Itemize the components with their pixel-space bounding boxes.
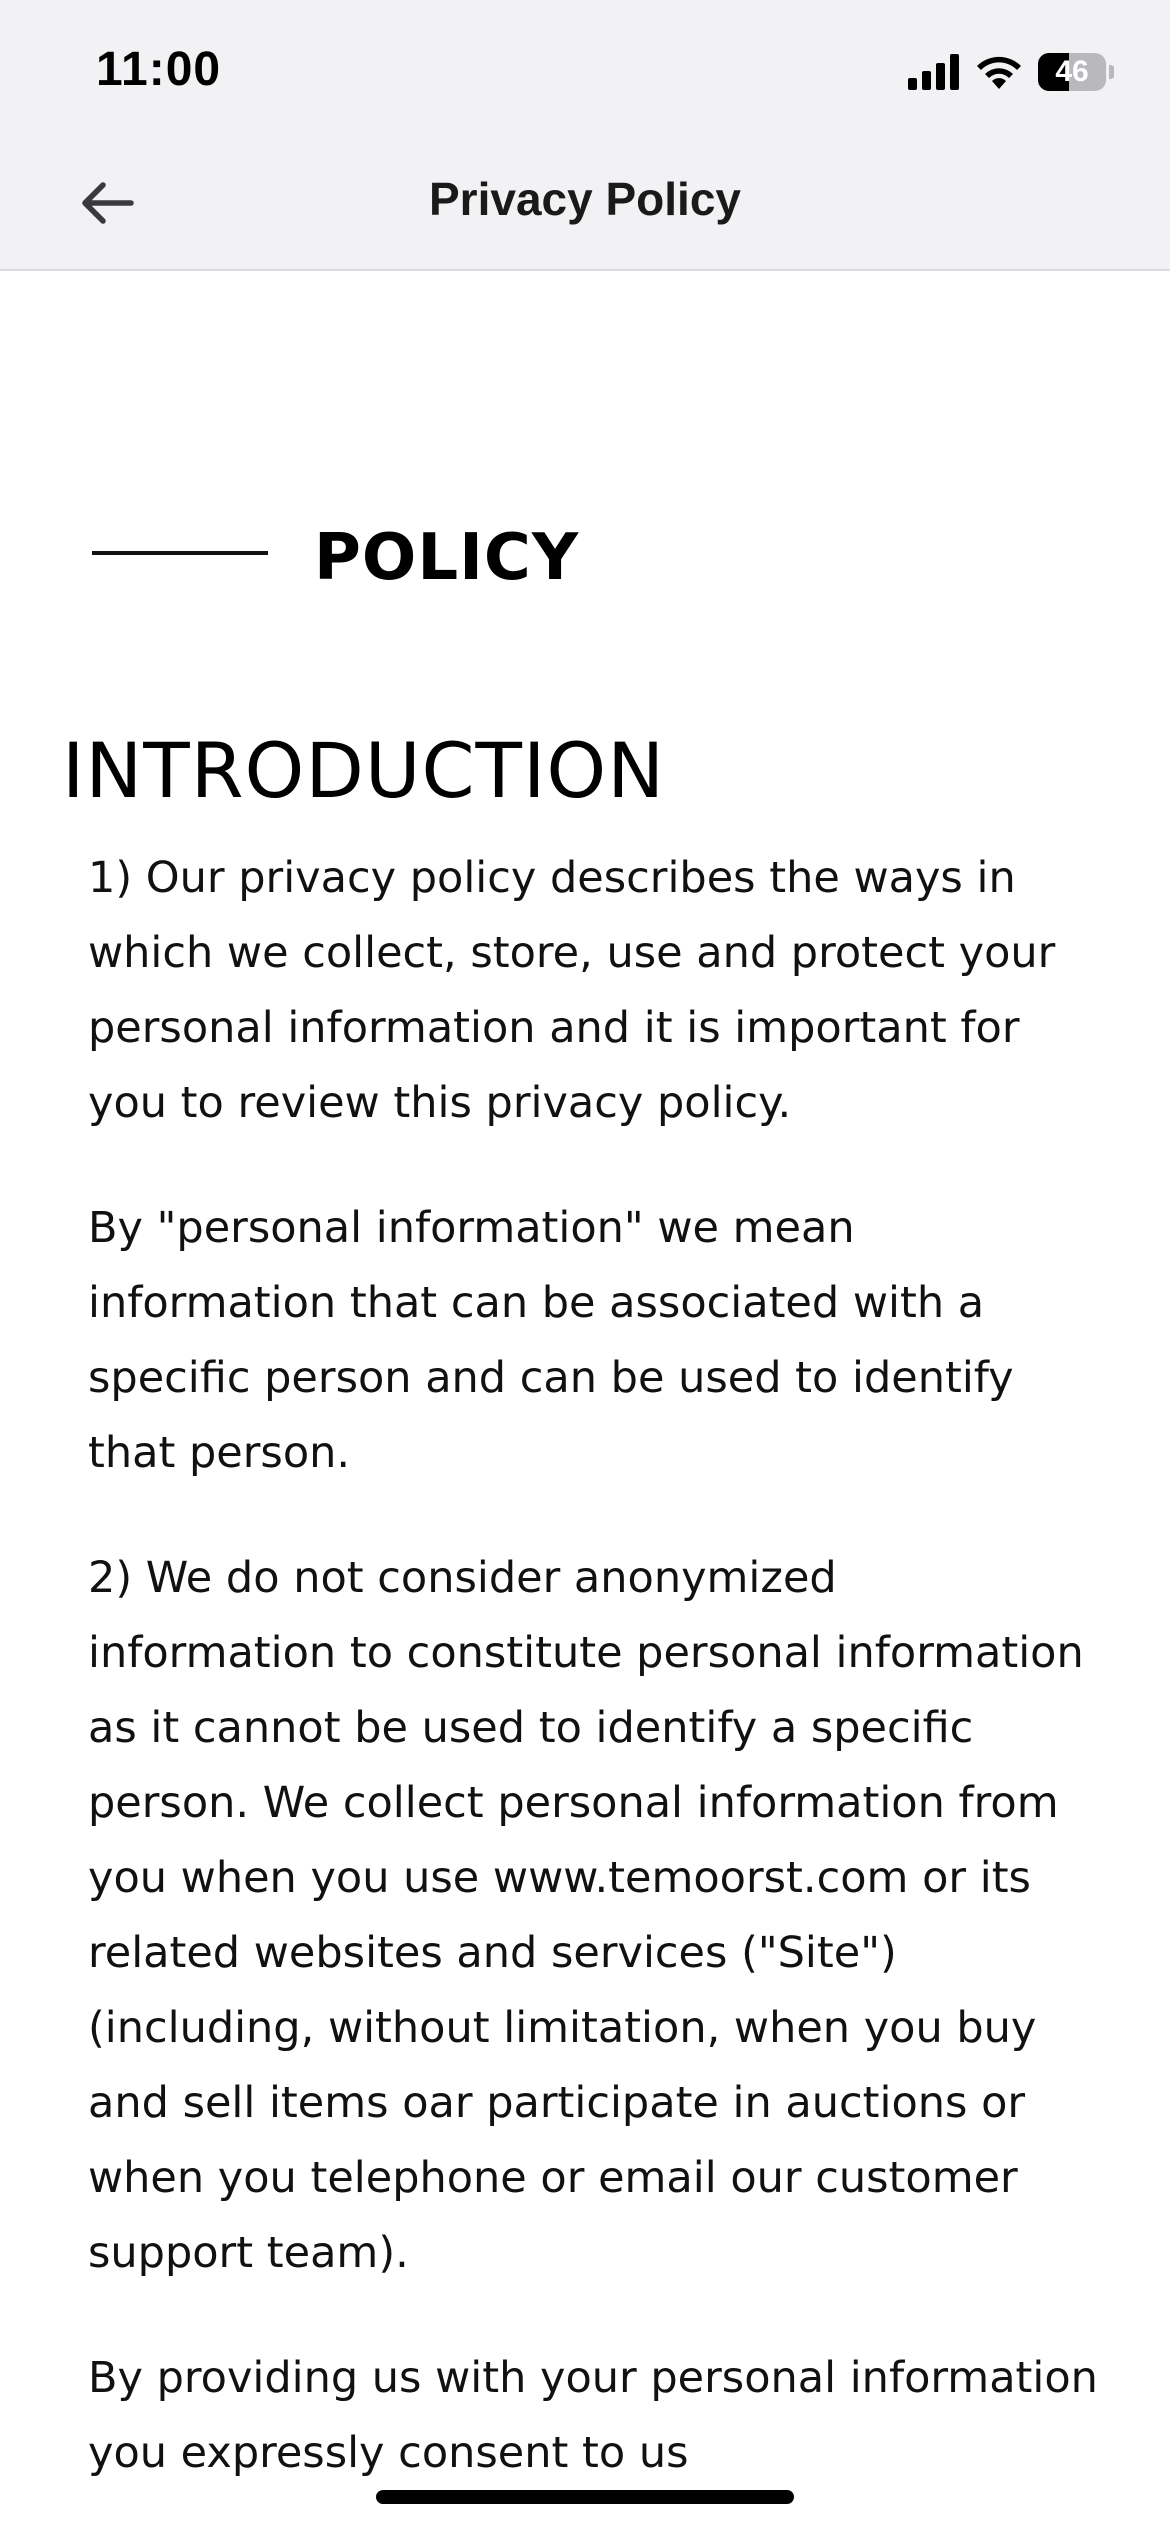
- section-label-row: [92, 521, 579, 595]
- wifi-icon: [974, 53, 1024, 91]
- policy-body: [88, 841, 1098, 2532]
- section-label: POLICY: [314, 521, 580, 595]
- battery-cap: [1109, 65, 1114, 79]
- status-icons: [908, 50, 1114, 94]
- battery-icon: [1038, 53, 1106, 91]
- section-heading: INTRODUCTION: [62, 726, 666, 815]
- page-title: Privacy Policy: [429, 173, 741, 225]
- paragraph: 1) Our privacy policy describes the ways in which we collect, store, use and protect your personal information and it is important for you to review this privacy policy.: [88, 853, 1056, 1128]
- cellular-signal-icon: [908, 54, 960, 90]
- paragraph: By providing us with your personal information you expressly consent to us: [88, 2353, 1098, 2478]
- paragraph: By "personal information" we mean information that can be associated with a specific person and can be used to identify that person.: [88, 1203, 1014, 1478]
- home-indicator[interactable]: [376, 2490, 794, 2504]
- status-time: 11:00: [96, 43, 222, 96]
- top-bar: [0, 0, 1170, 271]
- paragraph: 2) We do not consider anonymized information to constitute personal information as it cannot be used to identify a specific person. We collect personal information from you when you use www.temoorst.com or its related websites and services ("Site") (including, without limitation, when you buy and sell items oar participate in auctions or when you telephone or email our customer support team).: [88, 1553, 1084, 2278]
- section-divider-line: [92, 551, 268, 555]
- battery-level: 46: [1055, 55, 1089, 88]
